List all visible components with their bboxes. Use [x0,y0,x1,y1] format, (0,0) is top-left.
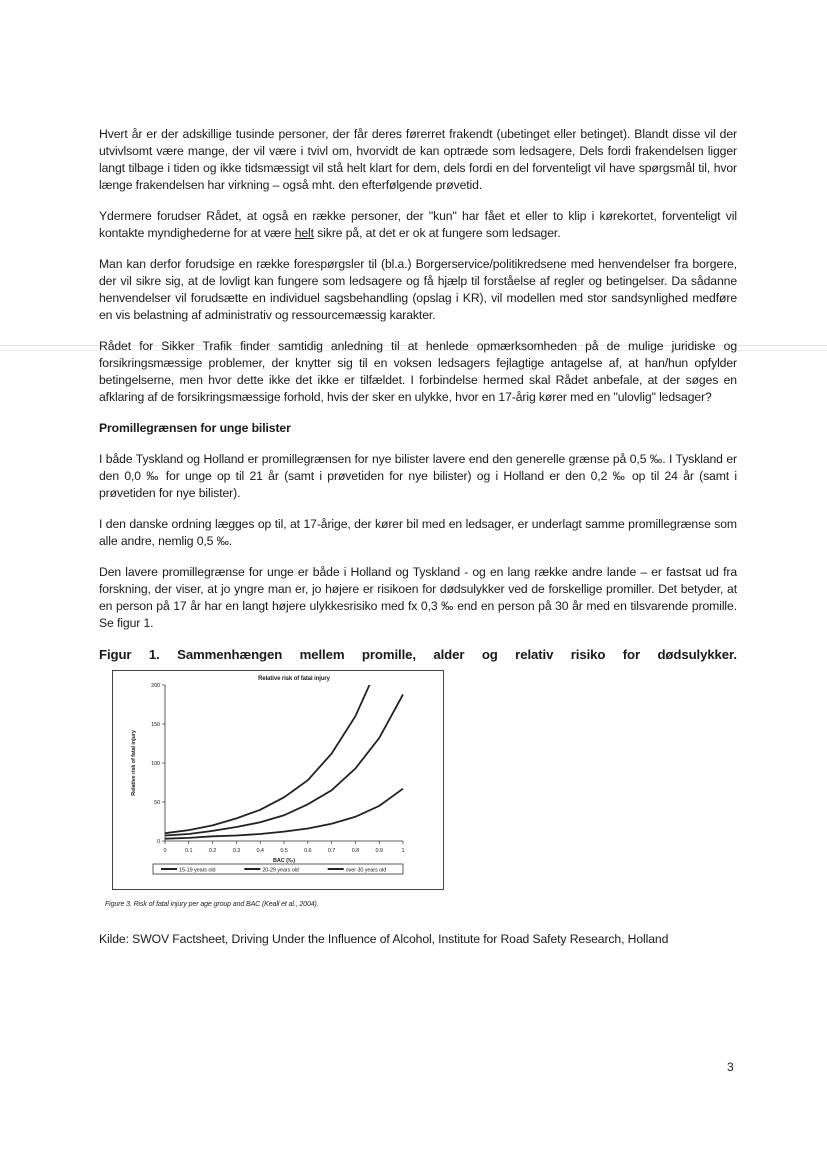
section-heading: Promillegrænsen for unge bilister [99,421,291,435]
x-tick-label: 0.1 [185,848,193,854]
paragraph: Hvert år er der adskillige tusinde personer, der får deres førerret frakendt (ubetinget eller betinget). Blandt disse vil der utvivlsomt være mange, der vil være i tvivl om, hvorvidt de kan optræde som ledsagere, Dels fordi frakendelsen ligger langt tilbage i tiden og ikke tidsmæssigt vil stå helt klart for dem, dels fordi en del forventeligt vil have spørgsmål til, hvor længe frakendelsen har virkning – også mht. den efterfølgende prøvetid. [99,127,737,192]
figure-title-word: alder [433,647,465,662]
x-tick-label: 0 [163,848,167,854]
y-tick-label: 150 [151,722,160,728]
y-tick-label: 200 [151,683,160,689]
chart-title: Relative risk of fatal injury [258,676,330,682]
figure-title-word: relativ [515,647,554,662]
x-tick-label: 0.7 [327,848,336,854]
paragraph: Den lavere promillegrænse for unge er både i Holland og Tyskland - og en lang række andre lande – er fastsat ud fra forskning, der viser, at jo yngre man er, jo højere er risikoen for dødsulykker ved de forskellige promiller. Det betyder, at en person på 17 år har en langt højere ulykkesrisiko med fx 0,3 ‰ end en person på 30 år med en tilsvarende promille. Se figur 1. [99,565,737,630]
x-tick-label: 0.2 [208,848,217,854]
figure-title-word: for [622,647,641,662]
x-tick-label: 1 [401,848,405,854]
paragraph-text: Ydermere forudser Rådet, at også en række personer, der "kun" har fået et eller to klip i kørekortet, forventeligt vil kontakte myndighederne for at være [99,209,737,240]
paragraph: Man kan derfor forudsige en række forespørgsler til (bl.a.) Borgerservice/politikredsene med henvendelser fra borgere, der vil sikre sig, at de lovligt kan fungere som ledsagere og få hjælp til forståelse af regler og betingelser. Da sådanne henvendelser vil forudsætte en individuel sagsbehandling (opslag i KR), vil modellen med stor sandsynlighed medføre en vis belastning af administrativ og ressourcemæssig karakter. [99,257,737,322]
y-tick-label: 100 [151,761,160,767]
paragraph: I den danske ordning lægges op til, at 17-årige, der kører bil med en ledsager, er underlagt samme promillegrænse som alle andre, nemlig 0,5 ‰. [99,517,737,548]
figure-title-word: promille, [361,647,416,662]
figure-title-word: og [481,647,498,662]
legend-label: 20-29 years old [262,867,299,874]
source-text: Kilde: SWOV Factsheet, Driving Under the Influence of Alcohol, Institute for Road Safety Research, Holland [99,932,669,946]
x-tick-label: 0.5 [280,848,288,854]
series-line-2 [165,694,403,835]
figure-title-word: risiko [570,647,606,662]
x-tick-label: 0.9 [375,848,383,854]
paragraph: Rådet for Sikker Trafik finder samtidig anledning til at henlede opmærksomheden på de mulige juridiske og forsikringsmæssige problemer, der knytter sig til en voksen ledsagers fejlagtige antagelse af, at han/hun opfylder betingelserne, men hvor dette ikke det ikke er tilfældet. I forbindelse hermed skal Rådet anbefale, at der søges en afklaring af de forsikringsmæssige forhold, hvis der sker en ulykke, hvor en 17-årig kører med en "ulovlig" ledsager? [99,339,737,404]
x-tick-label: 0.8 [351,848,360,854]
legend-label: over 30 years old [345,867,387,874]
y-tick-label: 0 [157,839,160,845]
legend-label: 15-19 years old [179,867,216,874]
underlined-word: helt [294,226,314,240]
x-axis-label: BAC (‰) [273,858,295,864]
page-number: 3 [727,1060,734,1074]
figure-title-word: mellem [299,647,345,662]
y-tick-label: 50 [154,800,160,806]
figure-title-word: 1. [148,647,160,662]
paragraph [99,208,737,242]
paragraph-text: sikre på, at det er ok at fungere som ledsager. [313,226,561,240]
paragraph: I både Tyskland og Holland er promillegrænsen for nye bilister lavere end den generelle grænse på 0,5 ‰. I Tyskland er den 0,0 ‰ for unge op til 21 år (samt i prøvetiden for nye bilister) og i Holland er den 0,2 ‰ op til 24 år (samt i prøvetiden for nye bilister). [99,452,737,500]
document-page [99,126,737,962]
y-axis-label: Relative risk of fatal injury [131,730,137,796]
figure-title [99,646,737,663]
figure-title-word: Figur [99,647,132,662]
x-tick-label: 0.6 [304,848,312,854]
x-tick-label: 0.4 [256,848,264,854]
chart-container [112,670,444,890]
figure-caption: Figure 3. Risk of fatal injury per age group and BAC (Keall et al., 2004). [105,901,319,908]
chart-svg [113,671,443,889]
figure-title-word: dødsulykker. [657,647,737,662]
x-tick-label: 0.3 [232,848,241,854]
figure-title-word: Sammenhængen [177,647,283,662]
